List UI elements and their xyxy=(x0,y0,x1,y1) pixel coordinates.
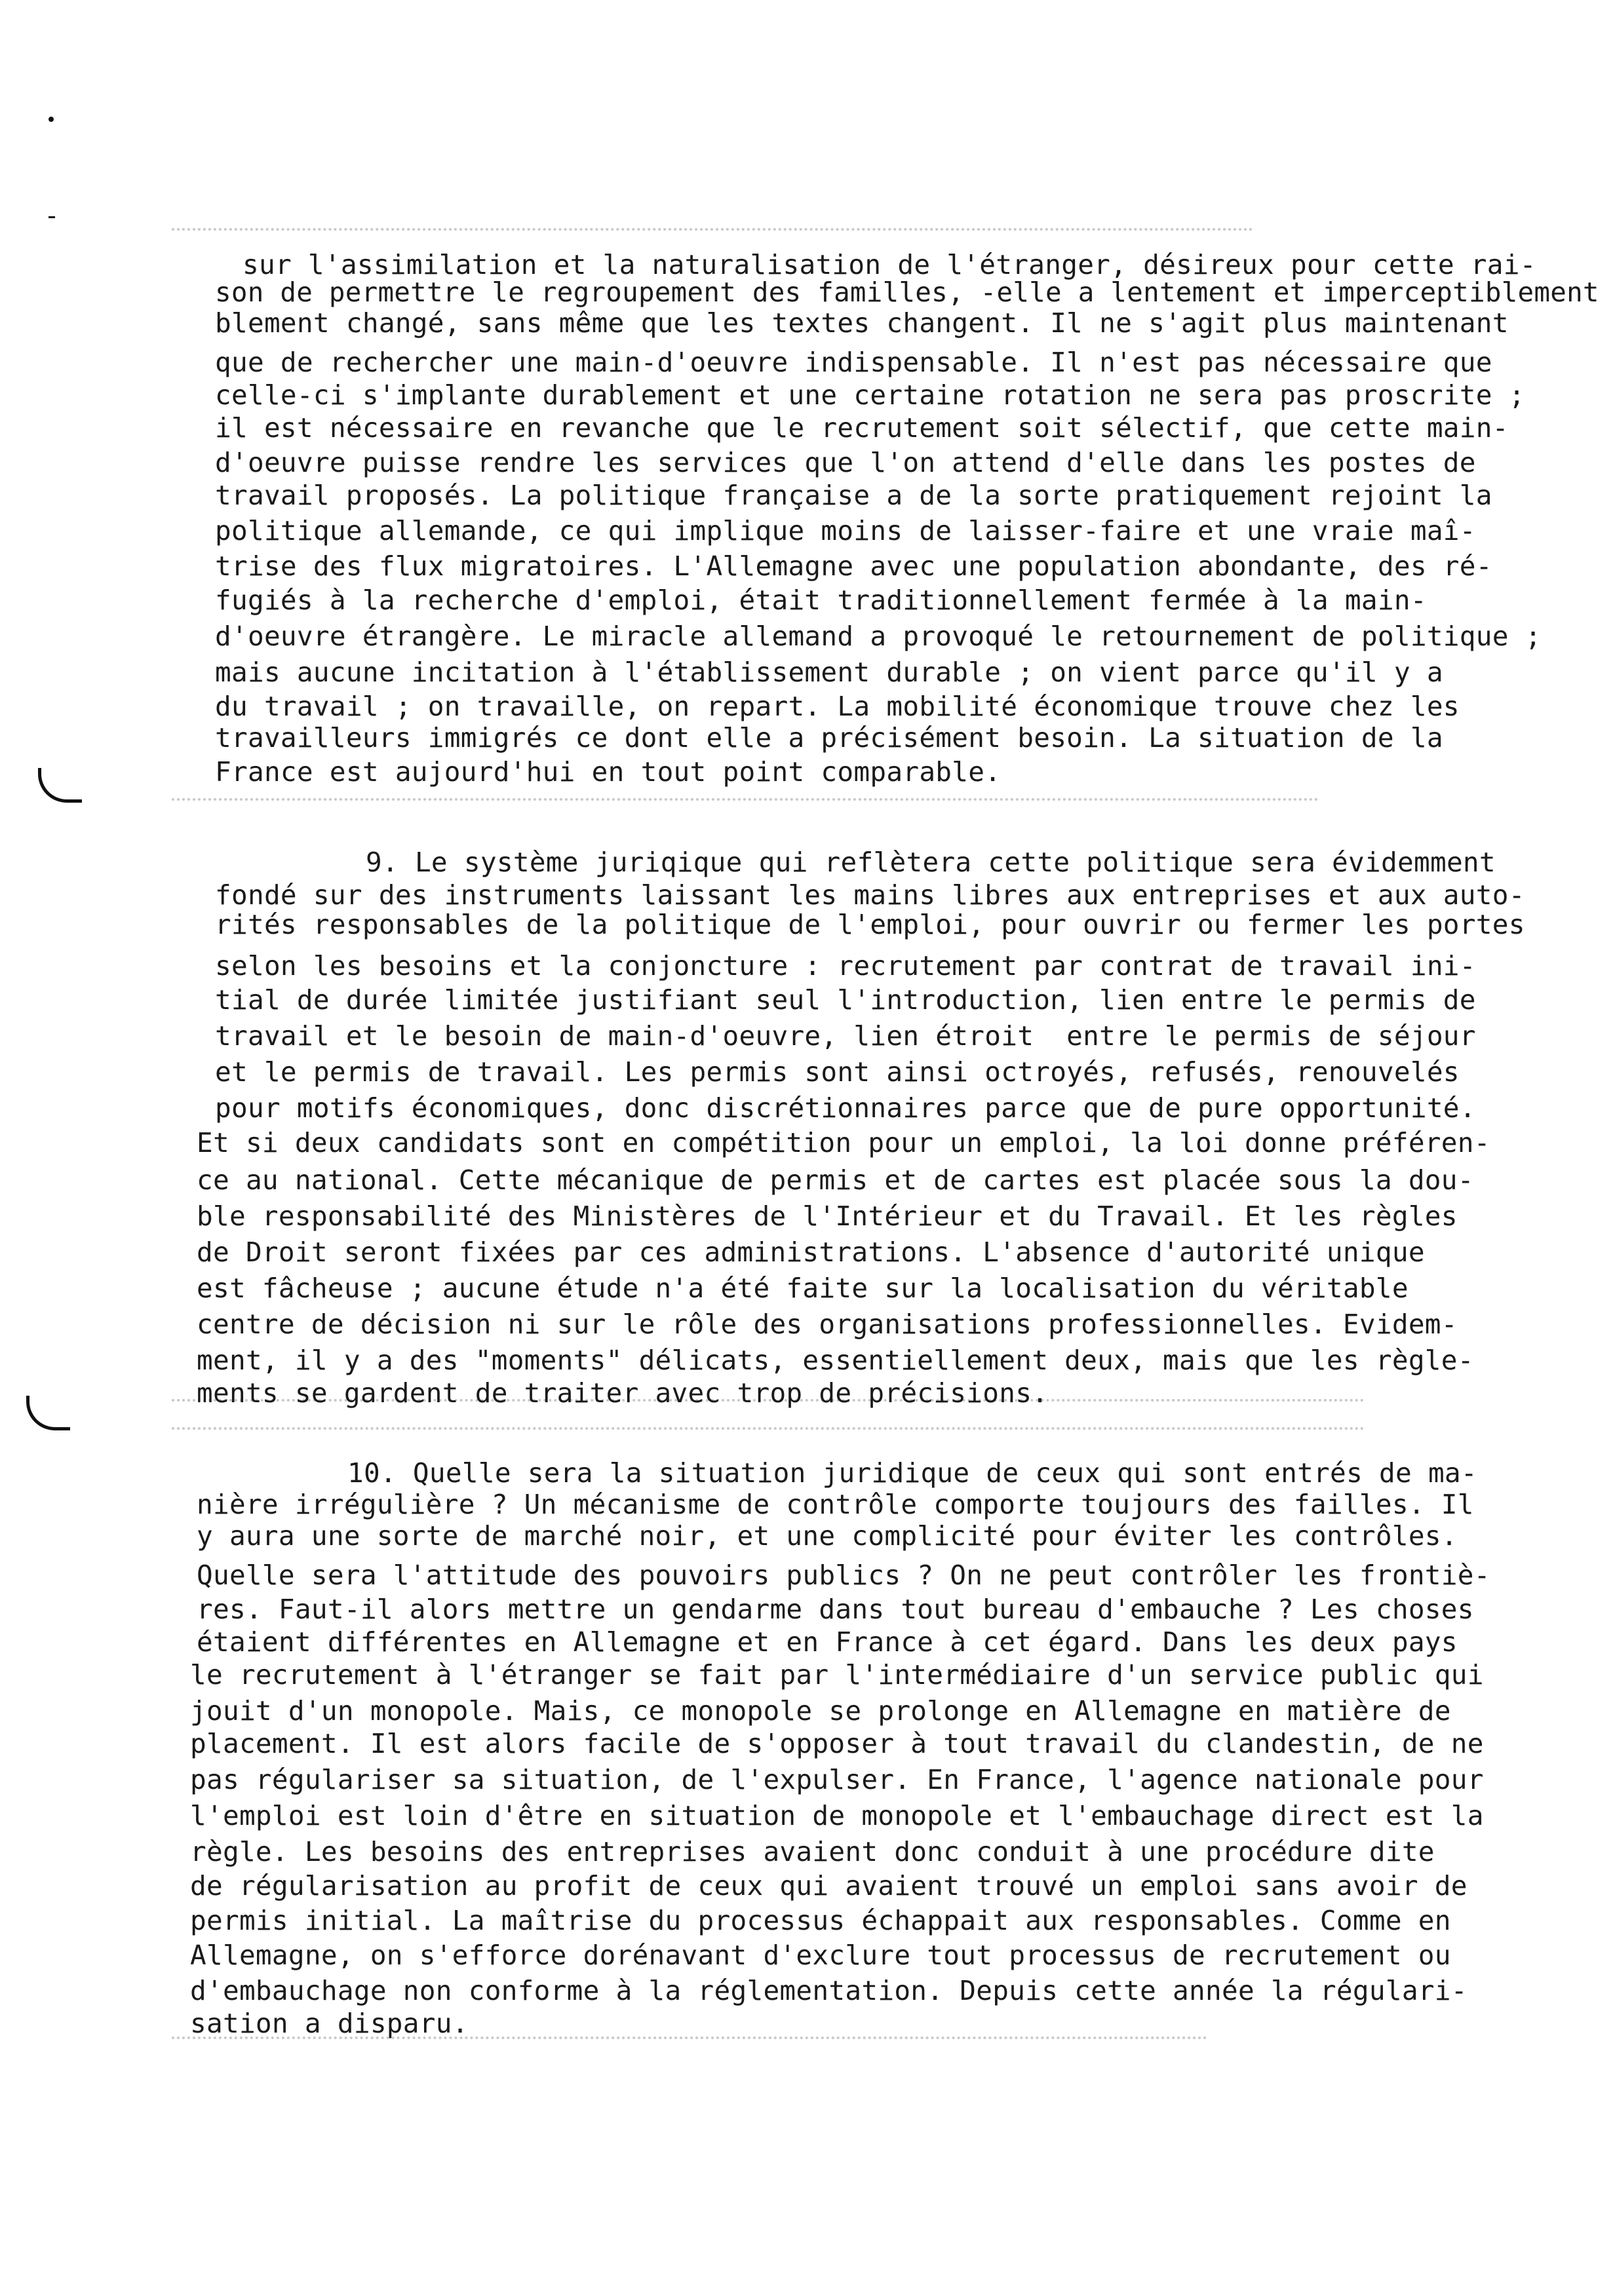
text-line: fondé sur des instruments laissant les mains libres aux entreprises et aux auto- xyxy=(215,879,1525,911)
text-line: travail proposés. La politique française a de la sorte pratiquement rejoint la xyxy=(215,480,1492,511)
text-line: mais aucune incitation à l'établissement durable ; on vient parce qu'il y a xyxy=(215,657,1443,688)
text-line: ment, il y a des "moments" délicats, essentiellement deux, mais que les règle- xyxy=(197,1345,1474,1376)
text-line: celle-ci s'implante durablement et une certaine rotation ne sera pas proscrite ; xyxy=(215,379,1525,411)
text-line: Et si deux candidats sont en compétition pour un emploi, la loi donne préféren- xyxy=(197,1127,1490,1158)
text-line: de régularisation au profit de ceux qui avaient trouvé un emploi sans avoir de xyxy=(190,1870,1468,1902)
text-line: est fâcheuse ; aucune étude n'a été faite sur la localisation du véritable xyxy=(197,1272,1409,1304)
bleed-through-trace xyxy=(172,798,1319,806)
text-line: pour motifs économiques, donc discrétionnaires parce que de pure opportunité. xyxy=(215,1092,1476,1124)
text-line: permis initial. La maîtrise du processus échappait aux responsables. Comme en xyxy=(190,1905,1451,1936)
text-line: que de rechercher une main-d'oeuvre indispensable. Il n'est pas nécessaire que xyxy=(215,347,1492,378)
text-line: centre de décision ni sur le rôle des organisations professionnelles. Evidem- xyxy=(197,1309,1458,1340)
text-line: pas régulariser sa situation, de l'expulser. En France, l'agence nationale pour xyxy=(190,1764,1484,1795)
text-line: 9. Le système juriqique qui reflètera cette politique sera évidemment xyxy=(366,847,1496,878)
text-line: travail et le besoin de main-d'oeuvre, lien étroit entre le permis de séjour xyxy=(215,1020,1476,1052)
bleed-through-trace xyxy=(172,228,1253,236)
text-line: 10. Quelle sera la situation juridique de ceux qui sont entrés de ma- xyxy=(347,1457,1477,1489)
text-line: d'oeuvre puisse rendre les services que l'on attend d'elle dans les postes de xyxy=(215,447,1476,478)
margin-bracket-mark xyxy=(38,768,82,803)
text-line: travailleurs immigrés ce dont elle a précisément besoin. La situation de la xyxy=(215,722,1443,754)
text-line: jouit d'un monopole. Mais, ce monopole se prolonge en Allemagne en matière de xyxy=(190,1695,1451,1727)
text-line: d'embauchage non conforme à la réglementation. Depuis cette année la régulari- xyxy=(190,1975,1468,2006)
text-line: Allemagne, on s'efforce dorénavant d'exclure tout processus de recrutement ou xyxy=(190,1940,1451,1971)
text-line: fugiés à la recherche d'emploi, était traditionnellement fermée à la main- xyxy=(215,584,1427,616)
text-line: placement. Il est alors facile de s'opposer à tout travail du clandestin, de ne xyxy=(190,1728,1484,1759)
text-line: le recrutement à l'étranger se fait par l'intermédiaire d'un service public qui xyxy=(190,1659,1484,1691)
text-line: ble responsabilité des Ministères de l'Intérieur et du Travail. Et les règles xyxy=(197,1200,1458,1232)
text-line: trise des flux migratoires. L'Allemagne avec une population abondante, des ré- xyxy=(215,550,1492,582)
bleed-through-trace xyxy=(172,1427,1365,1435)
text-line: nière irrégulière ? Un mécanisme de contrôle comporte toujours des failles. Il xyxy=(197,1489,1474,1520)
text-line: tial de durée limitée justifiant seul l'introduction, lien entre le permis de xyxy=(215,984,1476,1016)
text-line: blement changé, sans même que les textes changent. Il ne s'agit plus maintenant xyxy=(215,307,1509,339)
text-line: ce au national. Cette mécanique de permis et de cartes est placée sous la dou- xyxy=(197,1164,1474,1196)
text-line: sur l'assimilation et la naturalisation de l'étranger, désireux pour cette rai- xyxy=(243,249,1536,280)
text-line: rités responsables de la politique de l'emploi, pour ouvrir ou fermer les portes xyxy=(215,909,1525,940)
text-line: son de permettre le regroupement des familles, -elle a lentement et imperceptiblement xyxy=(215,277,1599,308)
text-line: du travail ; on travaille, on repart. La mobilité économique trouve chez les xyxy=(215,691,1460,722)
text-line: ments se gardent de traiter avec trop de précisions. xyxy=(197,1377,1049,1409)
text-line: étaient différentes en Allemagne et en France à cet égard. Dans les deux pays xyxy=(197,1626,1458,1658)
text-line: d'oeuvre étrangère. Le miracle allemand a provoqué le retournement de politique ; xyxy=(215,621,1542,652)
text-line: Quelle sera l'attitude des pouvoirs publics ? On ne peut contrôler les frontiè- xyxy=(197,1559,1490,1591)
margin-dot xyxy=(49,117,54,122)
text-line: l'emploi est loin d'être en situation de monopole et l'embauchage direct est la xyxy=(190,1800,1484,1831)
text-line: res. Faut-il alors mettre un gendarme dans tout bureau d'embauche ? Les choses xyxy=(197,1594,1474,1625)
text-line: et le permis de travail. Les permis sont ainsi octroyés, refusés, renouvelés xyxy=(215,1056,1460,1088)
text-line: politique allemande, ce qui implique moins de laisser-faire et une vraie maî- xyxy=(215,515,1476,546)
margin-dash xyxy=(49,216,55,218)
text-line: il est nécessaire en revanche que le recrutement soit sélectif, que cette main- xyxy=(215,412,1509,444)
text-line: France est aujourd'hui en tout point comparable. xyxy=(215,756,1002,788)
text-line: de Droit seront fixées par ces administrations. L'absence d'autorité unique xyxy=(197,1236,1425,1268)
margin-bracket-mark xyxy=(26,1396,70,1430)
text-line: règle. Les besoins des entreprises avaient donc conduit à une procédure dite xyxy=(190,1836,1435,1867)
text-line: sation a disparu. xyxy=(190,2008,469,2039)
text-line: y aura une sorte de marché noir, et une complicité pour éviter les contrôles. xyxy=(197,1520,1458,1552)
text-line: selon les besoins et la conjoncture : recrutement par contrat de travail ini- xyxy=(215,950,1476,982)
